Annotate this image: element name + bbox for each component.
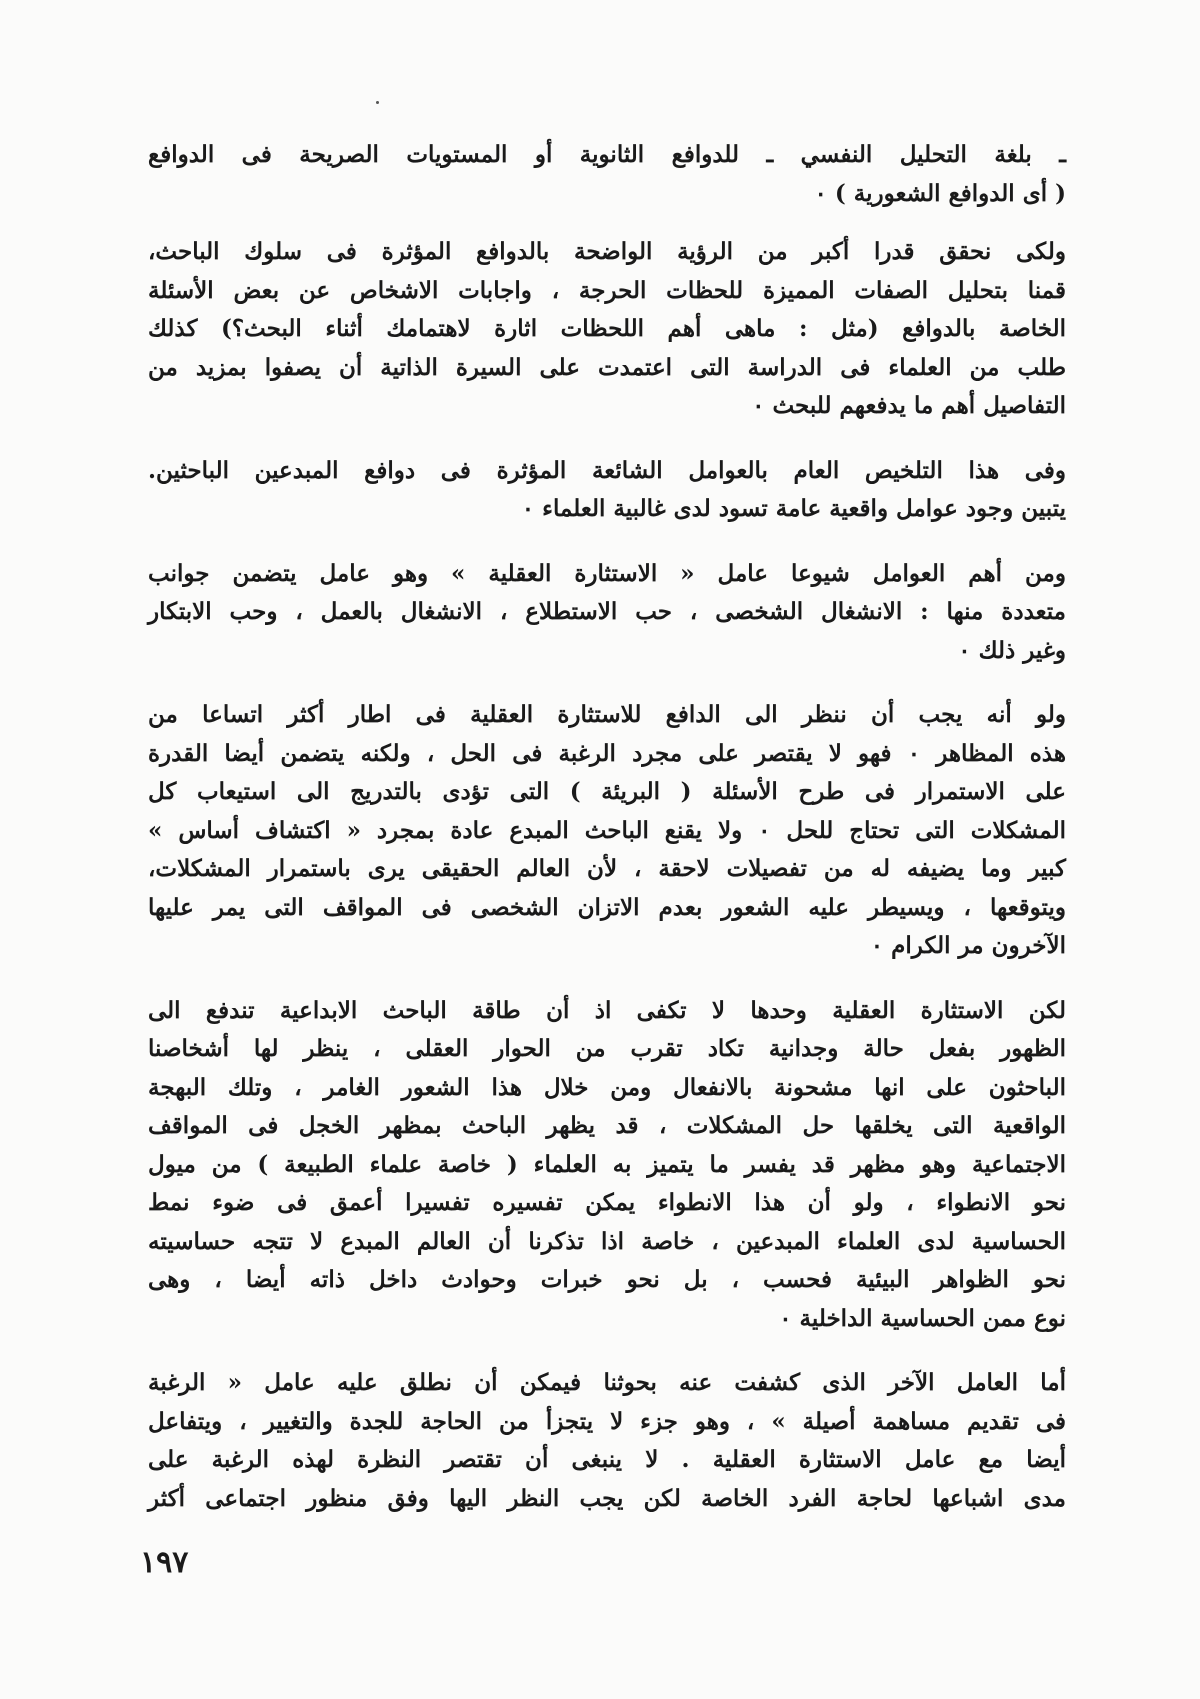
text-line: نوع ممن الحساسية الداخلية ٠	[779, 1304, 1066, 1332]
text-line: فى تقديم مساهمة أصيلة » ، وهو جزء لا يتجزأ من الحاجة للجدة والتغيير ، ويتفاعل	[148, 1407, 1066, 1435]
text-line: هذه المظاهر ٠ فهو لا يقتصر على مجرد الرغبة فى الحل ، ولكنه يتضمن أيضا القدرة	[148, 739, 1067, 767]
text-line: الاجتماعية وهو مظهر قد يفسر ما يتميز به العلماء ( خاصة علماء الطبيعة ) من ميول	[148, 1150, 1066, 1178]
text-line: وفى هذا التلخيص العام بالعوامل الشائعة المؤثرة فى دوافع المبدعين الباحثين.	[148, 456, 1066, 484]
paragraph	[148, 233, 1066, 426]
text-line: التفاصيل أهم ما يدفعهم للبحث ٠	[752, 392, 1066, 419]
page-number: ١٩٧	[140, 1545, 189, 1580]
text-line: نحو الظواهر البيئية فحسب ، بل نحو خبرات وحوادث داخل ذاته أيضا ، وهى	[148, 1266, 1066, 1293]
text-line: الحساسية لدى العلماء المبدعين ، خاصة اذا تذكرنا أن العالم المبدع لا تتجه حساسيته	[148, 1227, 1066, 1255]
paragraph	[148, 696, 1066, 966]
text-line: المشكلات التى تحتاج للحل ٠ ولا يقنع الباحث المبدع عادة بمجرد « اكتشاف أساس »	[148, 816, 1066, 844]
text-line: أيضا مع عامل الاستثارة العقلية . لا ينبغى أن تقتصر النظرة لهذه الرغبة على	[148, 1446, 1066, 1473]
text-line: ومن أهم العوامل شيوعا عامل « الاستثارة العقلية » وهو عامل يتضمن جوانب	[148, 559, 1066, 587]
text-line: على الاستمرار فى طرح الأسئلة ( البريئة ) التى تؤدى بالتدريج الى استيعاب كل	[148, 778, 1066, 805]
text-line: كبير وما يضيفه له من تفصيلات لاحقة ، لأن العالم الحقيقى يرى باستمرار المشكلات،	[148, 855, 1066, 882]
text-line: ـ بلغة التحليل النفسي ـ للدوافع الثانوية أو المستويات الصريحة فى الدوافع	[148, 141, 1066, 168]
text-line: ولكى نحقق قدرا أكبر من الرؤية الواضحة بالدوافع المؤثرة فى سلوك الباحث،	[148, 238, 1066, 265]
text-line: ولو أنه يجب أن ننظر الى الدافع للاستثارة العقلية فى اطار أكثر اتساعا من	[148, 701, 1066, 728]
text-line: نحو الانطواء ، ولو أن هذا الانطواء يمكن تفسيره تفسيرا أعمق فى ضوء نمط	[148, 1189, 1066, 1216]
text-line: الواقعية التى يخلقها حل المشكلات ، قد يظهر الباحث بمظهر الخجل فى المواقف	[148, 1112, 1066, 1139]
paragraph	[148, 136, 1066, 213]
paragraph	[148, 992, 1066, 1339]
text-line: ويتوقعها ، ويسيطر عليه الشعور بعدم الاتزان الشخصى فى المواقف التى يمر عليها	[148, 893, 1066, 921]
text-line: ( أى الدوافع الشعورية ) ٠	[814, 179, 1066, 207]
text-line: الآخرون مر الكرام ٠	[870, 932, 1066, 959]
body-text	[148, 136, 1066, 1544]
text-line: مدى اشباعها لحاجة الفرد الخاصة لكن يجب النظر اليها وفق منظور اجتماعى أكثر	[148, 1484, 1066, 1512]
text-line: الخاصة بالدوافع (مثل : ماهى أهم اللحظات اثارة لاهتمامك أثناء البحث؟) كذلك	[148, 315, 1066, 342]
text-line: متعددة منها : الانشغال الشخصى ، حب الاستطلاع ، الانشغال بالعمل ، وحب الابتكار	[148, 598, 1066, 625]
paragraph	[148, 1364, 1066, 1518]
scan-speck	[376, 101, 379, 104]
paragraph	[148, 555, 1066, 671]
paragraph	[148, 452, 1066, 529]
text-line: قمنا بتحليل الصفات المميزة للحظات الحرجة ، واجابات الاشخاص عن بعض الأسئلة	[148, 276, 1066, 304]
text-line: يتبين وجود عوامل واقعية عامة تسود لدى غالبية العلماء ٠	[521, 495, 1066, 522]
text-line: أما العامل الآخر الذى كشفت عنه بحوثنا فيمكن أن نطلق عليه عامل « الرغبة	[148, 1369, 1066, 1396]
text-line: وغير ذلك ٠	[958, 636, 1066, 664]
text-line: لكن الاستثارة العقلية وحدها لا تكفى اذ أن طاقة الباحث الابداعية تندفع الى	[148, 996, 1066, 1024]
text-line: الظهور بفعل حالة وجدانية تكاد تقرب من الحوار العقلى ، ينظر لها أشخاصنا	[148, 1035, 1066, 1062]
text-line: الباحثون على انها مشحونة بالانفعال ومن خلال هذا الشعور الغامر ، وتلك البهجة	[148, 1073, 1066, 1101]
text-line: طلب من العلماء فى الدراسة التى اعتمدت على السيرة الذاتية أن يصفوا بمزيد من	[148, 353, 1066, 381]
